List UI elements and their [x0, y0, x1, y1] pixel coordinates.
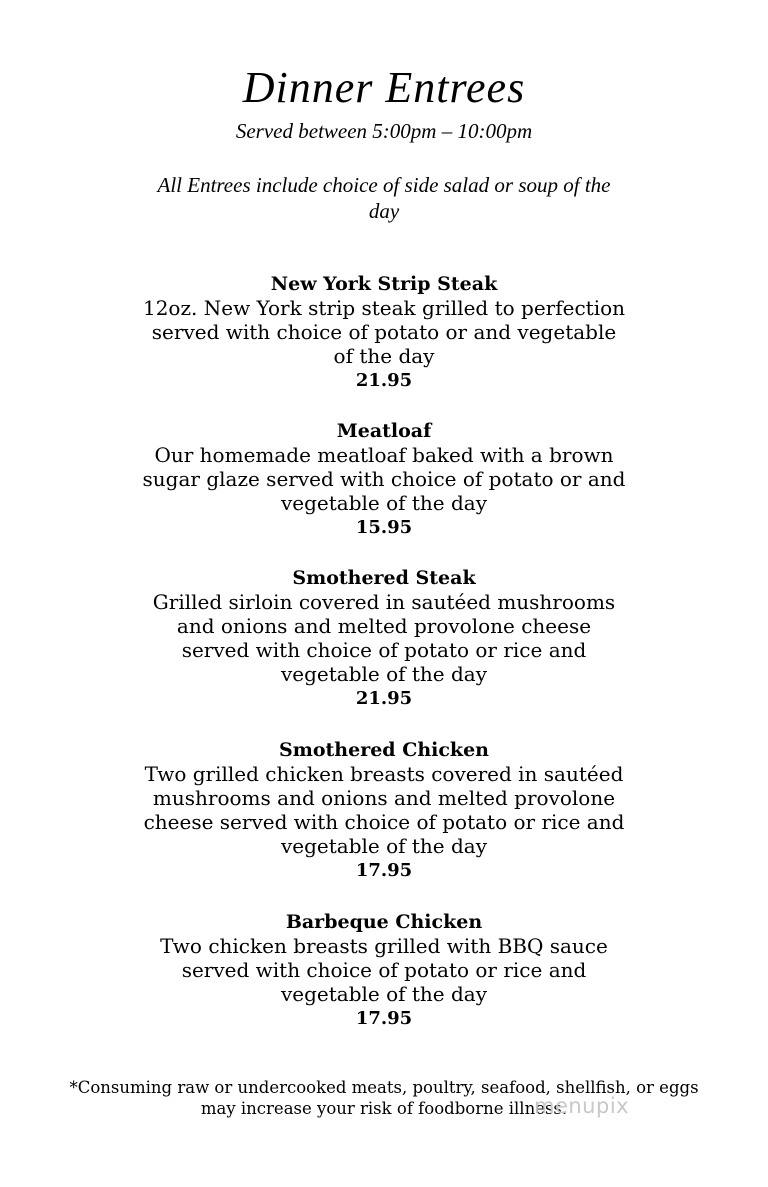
item-name: Smothered Steak: [292, 567, 476, 589]
item-name: Meatloaf: [336, 420, 432, 442]
item-description-line: sugar glaze served with choice of potato or and: [142, 467, 626, 491]
item-description: [120, 443, 648, 515]
item-description-line: vegetable of the day: [280, 491, 488, 515]
item-description-line: 12oz. New York strip steak grilled to perfection: [142, 296, 626, 320]
item-price: 21.95: [355, 370, 413, 391]
item-description-line: Two grilled chicken breasts covered in sautéed: [144, 762, 624, 786]
item-description: [120, 296, 648, 368]
item-description-line: vegetable of the day: [280, 662, 488, 686]
item-description-line: cheese served with choice of potato or rice and: [143, 810, 625, 834]
item-price: 21.95: [355, 688, 413, 709]
item-description-line: served with choice of potato or rice and: [181, 638, 587, 662]
watermark: menupix: [534, 1094, 630, 1118]
item-description: [120, 934, 648, 1006]
disclaimer-line: may increase your risk of foodborne illness.: [200, 1099, 568, 1118]
item-description: [120, 590, 648, 686]
menu-item: [120, 272, 648, 393]
item-name: New York Strip Steak: [270, 273, 498, 295]
menu-item: [120, 419, 648, 540]
item-description-line: vegetable of the day: [280, 834, 488, 858]
menu-item: [120, 910, 648, 1031]
item-description-line: vegetable of the day: [280, 982, 488, 1006]
page-title: Dinner Entrees: [242, 63, 526, 112]
item-description-line: and onions and melted provolone cheese: [176, 614, 592, 638]
item-description-line: Our homemade meatloaf baked with a brown: [154, 443, 614, 467]
disclaimer-line: *Consuming raw or undercooked meats, poultry, seafood, shellfish, or eggs: [69, 1078, 699, 1097]
item-name: Smothered Chicken: [279, 739, 489, 761]
item-description-line: Grilled sirloin covered in sautéed mushrooms: [152, 590, 616, 614]
item-price: 17.95: [355, 860, 413, 881]
item-description-line: served with choice of potato or rice and: [181, 958, 587, 982]
entree-note: All Entrees include choice of side salad or soup of the day: [157, 173, 611, 223]
menu-item: [120, 738, 648, 883]
item-description-line: mushrooms and onions and melted provolone: [152, 786, 616, 810]
item-description-line: Two chicken breasts grilled with BBQ sauce: [160, 934, 608, 958]
item-name: Barbeque Chicken: [285, 911, 483, 933]
item-price: 15.95: [355, 517, 413, 538]
item-description-line: of the day: [333, 344, 435, 368]
item-price: 17.95: [355, 1008, 413, 1029]
item-description-line: served with choice of potato or and vegetable: [151, 320, 617, 344]
item-description: [120, 762, 648, 858]
menu-item: [120, 566, 648, 711]
served-hours: Served between 5:00pm – 10:00pm: [235, 119, 533, 143]
